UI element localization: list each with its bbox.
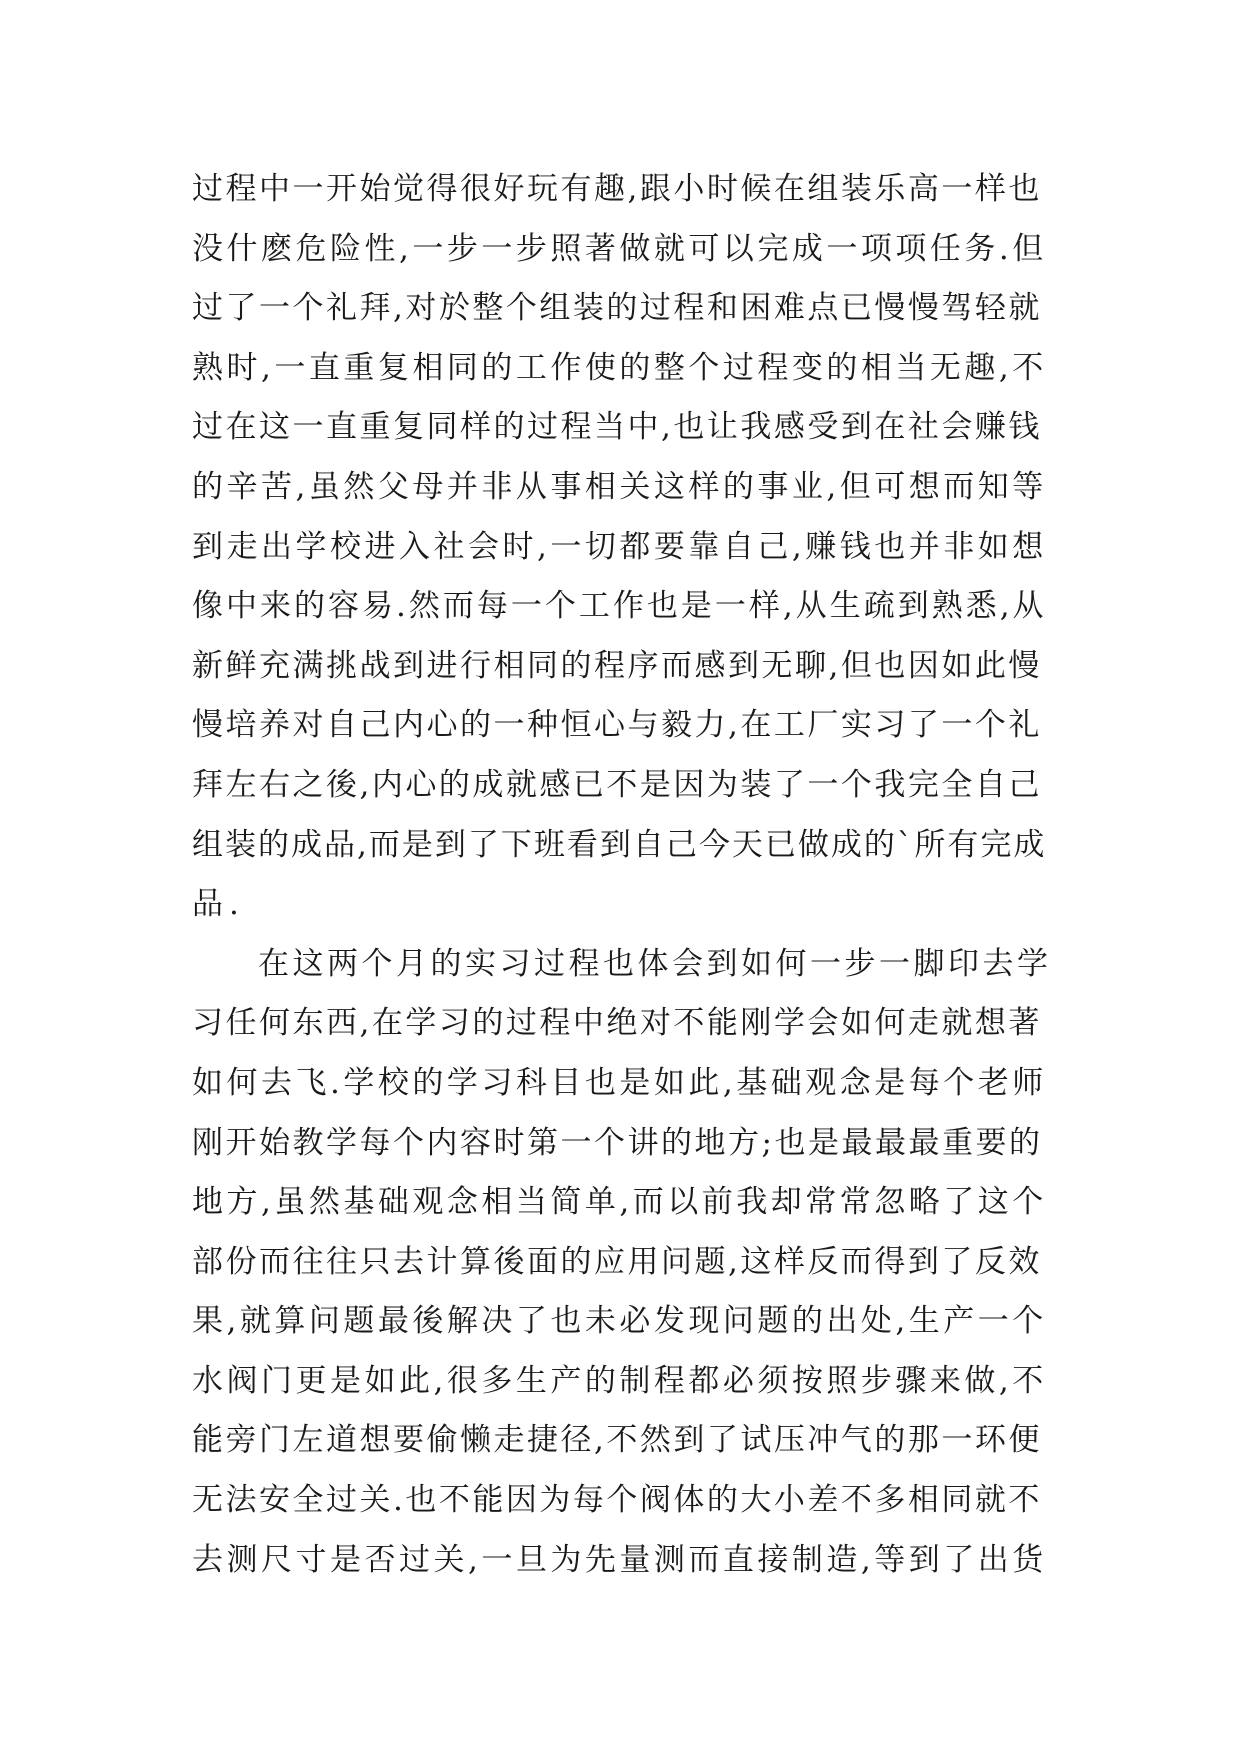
paragraph-first-line: 在这两个月的实习过程也体会到如何一步一脚印去学	[258, 945, 1052, 982]
text-line: 习任何东西,在学习的过程中绝对不能刚学会如何走就想著	[192, 1005, 1042, 1042]
text-line: 组装的成品,而是到了下班看到自己今天已做成的`所有完成	[192, 826, 1047, 863]
text-line: 水阀门更是如此,很多生产的制程都必须按照步骤来做,不	[192, 1362, 1047, 1399]
text-line: 熟时,一直重复相同的工作使的整个过程变的相当无趣,不	[192, 349, 1047, 386]
text-line: 过程中一开始觉得很好玩有趣,跟小时候在组装乐高一样也	[192, 171, 1042, 207]
text-line: 能旁门左道想要偷懒走捷径,不然到了试压冲气的那一环便	[192, 1422, 1042, 1459]
text-line: 无法安全过关.也不能因为每个阀体的大小差不多相同就不	[192, 1482, 1042, 1519]
text-line: 果,就算问题最後解决了也未必发现问题的出处,生产一个	[192, 1303, 1047, 1340]
text-line: 地方,虽然基础观念相当简单,而以前我却常常忽略了这个	[192, 1184, 1047, 1221]
text-line: 没什麽危险性,一步一步照著做就可以完成一项项任务.但	[192, 230, 1047, 267]
text-line: 过了一个礼拜,对於整个组装的过程和困难点已慢慢驾轻就	[192, 290, 1042, 327]
text-line: 去测尺寸是否过关,一旦为先量测而直接制造,等到了出货	[192, 1541, 1047, 1578]
text-line: 过在这一直重复同样的过程当中,也让我感受到在社会赚钱	[192, 409, 1042, 446]
text-line: 部份而往往只去计算後面的应用问题,这样反而得到了反效	[192, 1243, 1042, 1280]
text-line: 像中来的容易.然而每一个工作也是一样,从生疏到熟悉,从	[192, 588, 1047, 625]
text-line: 拜左右之後,内心的成就感已不是因为装了一个我完全自己	[192, 766, 1042, 803]
text-line: 慢培养对自己内心的一种恒心与毅力,在工厂实习了一个礼	[192, 707, 1042, 744]
text-line: 刚开始教学每个内容时第一个讲的地方;也是最最最重要的	[192, 1124, 1043, 1161]
text-line: 如何去飞.学校的学习科目也是如此,基础观念是每个老师	[192, 1064, 1047, 1101]
text-line: 到走出学校进入社会时,一切都要靠自己,赚钱也并非如想	[192, 528, 1047, 565]
text-line: 的辛苦,虽然父母并非从事相关这样的事业,但可想而知等	[192, 468, 1047, 505]
text-line: 新鲜充满挑战到进行相同的程序而感到无聊,但也因如此慢	[192, 647, 1042, 684]
body-text	[192, 160, 1052, 1590]
text-line: 品.	[192, 886, 245, 923]
